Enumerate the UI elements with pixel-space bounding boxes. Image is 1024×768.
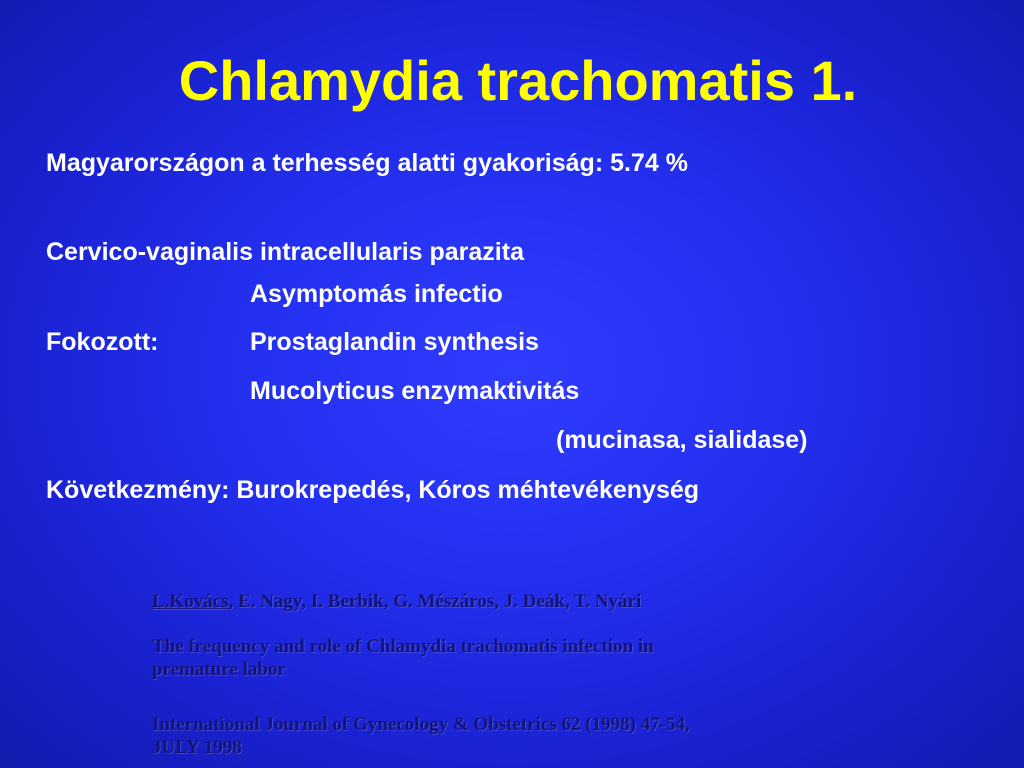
asymptomatic-line: Asymptomás infectio [250, 280, 503, 308]
reference-authors [152, 590, 641, 613]
reference-journal-line-2: JULY 1998 [152, 737, 242, 758]
reference-other-authors: , E. Nagy, I. Berbik, G. Mészáros, J. Deák, T. Nyári [228, 591, 642, 612]
reference-article-line-2: premature labor [152, 659, 286, 680]
consequence-line: Következmény: Burokrepedés, Kóros méhtevékenység [46, 476, 700, 504]
reference-journal [152, 713, 690, 759]
frequency-line: Magyarországon a terhesség alatti gyakoriság: 5.74 % [46, 149, 688, 177]
reference-journal-line-1: International Journal of Gynecology & Obstetrics 62 (1998) 47-54, [152, 714, 690, 735]
reference-first-author[interactable]: L.Kovács [152, 591, 229, 612]
prostaglandin-line: Prostaglandin synthesis [250, 328, 539, 356]
enzymes-line: (mucinasa, sialidase) [556, 426, 808, 454]
mucolytic-line: Mucolyticus enzymaktivitás [250, 377, 580, 405]
reference-article-line-1: The frequency and role of Chlamydia trachomatis infection in [152, 636, 654, 657]
increased-label: Fokozott: [46, 328, 159, 356]
parasite-line: Cervico-vaginalis intracellularis parazita [46, 238, 524, 266]
slide-title: Chlamydia trachomatis 1. [178, 49, 858, 112]
reference-article-title [152, 635, 654, 681]
